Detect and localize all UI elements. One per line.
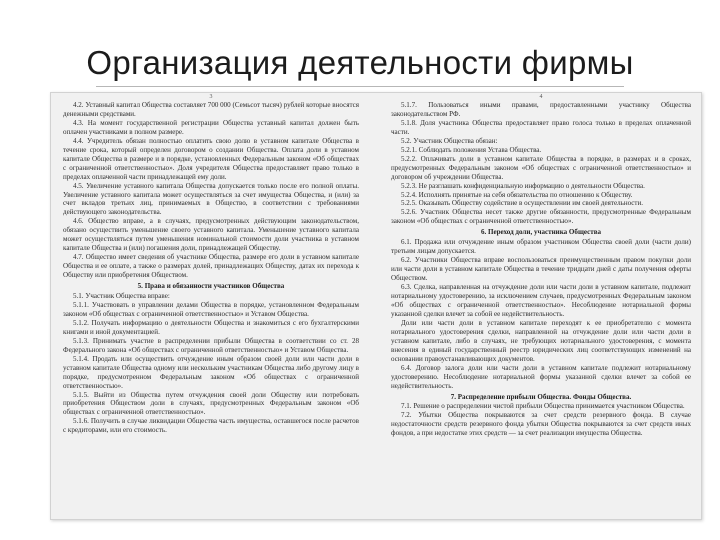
- paragraph: 5.1.8. Доля участника Общества предоставляет право голоса только в пределах оплаченной части.: [391, 118, 691, 136]
- paragraph: 5.1.6. Получить в случае ликвидации Общества часть имущества, оставшегося после расчетов с кредиторами, или его стоимость.: [63, 417, 359, 435]
- page-number: 4: [539, 94, 543, 100]
- section-heading: 7. Распределение прибыли Общества. Фонды Общества.: [450, 392, 632, 401]
- paragraph: 7.2. Убытки Общества покрываются за счет средств резервного фонда. В случае недостаточности средств резервного фонда убытки Общества покрываются за счет средств иных фондов, а при недостатке этих средств — за счет реализации имущества Общества.: [391, 411, 691, 438]
- paragraph: 5.2.4. Исполнять принятые на себя обязательства по отношению к Обществу.: [401, 190, 633, 199]
- paragraph: 5.1.3. Принимать участие в распределении прибыли Общества в соответствии со ст. 28 Федерального закона «Об обществах с ограниченной ответственностью» и Уставом Общества.: [63, 336, 359, 354]
- page-number: 3: [209, 94, 213, 100]
- paragraph: 6.4. Договор залога доли или части доли в уставном капитале подлежит нотариальному удостоверению. Несоблюдение нотариальной формы указанной сделки влечет за собой ее недействительность.: [391, 363, 691, 390]
- paragraph: 5.1.7. Пользоваться иными правами, предоставленными участнику Общества законодательством РФ.: [391, 101, 691, 118]
- paragraph: 5.2.6. Участник Общества несет также другие обязанности, предусмотренные Федеральным законом «Об обществах с ограниченной ответственностью».: [391, 208, 691, 226]
- paragraph: 4.7. Общество имеет сведения об участнике Общества, размере его доли в уставном капитале Общества и ее оплате, а также о размерах долей, принадлежащих Обществу, датах их перехода к Обществу или приобретения Обществом.: [63, 253, 359, 280]
- paragraph: 5.1.2. Получать информацию о деятельности Общества и знакомиться с его бухгалтерскими книгами и иной документацией.: [63, 318, 359, 336]
- paragraph: 7.1. Решение о распределении чистой прибыли Общества принимается участником Общества.: [401, 402, 685, 411]
- paragraph: 5.2.1. Соблюдать положения Устава Общества.: [401, 145, 542, 154]
- left-page: [63, 93, 359, 519]
- paragraph: 5.1.5. Выйти из Общества путем отчуждения своей доли Обществу или потребовать приобретения Обществом доли в случаях, предусмотренных Федеральным законом «Об обществах с ограниченной ответственностью».: [63, 390, 359, 417]
- paragraph: 5.1.4. Продать или осуществить отчуждение иным образом своей доли или части доли в уставном капитале Общества одному или нескольким участникам Общества либо другому лицу в порядке, предусмотренном Федеральным законом «Об обществах с ограниченной ответственностью».: [63, 354, 359, 390]
- title-divider: [96, 86, 624, 87]
- paragraph: 5.1. Участник Общества вправе:: [73, 292, 170, 301]
- document-scan: [50, 92, 702, 520]
- section-heading: 6. Переход доли, участника Общества: [480, 228, 602, 237]
- paragraph: 4.6. Общество вправе, а в случаях, предусмотренных действующим законодательством, обязано осуществить уменьшение своего уставного капитала. Уменьшение уставного капитала может осуществляться путем уменьшения номинальной стоимости доли участника в уставном капитале Общества и (или) погашения доли, принадлежащей Обществу.: [63, 217, 359, 253]
- paragraph: 4.2. Уставный капитал Общества составляет 700 000 (Семьсот тысяч) рублей которые вносятся денежными средствами.: [63, 101, 359, 118]
- right-page: [391, 93, 691, 519]
- paragraph: 5.2. Участник Общества обязан:: [401, 136, 498, 145]
- paragraph: 5.2.5. Оказывать Обществу содействие в осуществлении им своей деятельности.: [401, 199, 644, 208]
- paragraph: 5.1.1. Участвовать в управлении делами Общества в порядке, установленном Федеральным законом «Об обществах с ограниченной ответственностью» и Уставом Общества.: [63, 300, 359, 318]
- paragraph: 6.2. Участники Общества вправе воспользоваться преимущественным правом покупки доли или части доли в уставном капитале Общества в течение тридцати дней с даты получения оферты Обществом.: [391, 256, 691, 283]
- slide-title: Организация деятельности фирмы: [86, 44, 634, 81]
- paragraph: 4.4. Учредитель обязан полностью оплатить свою долю в уставном капитале Общества в течение срока, который определен договором о создании Общества. Оплата доли в уставном капитале Общества в размере и в порядке, установленных Федеральным законом «Об обществах с ограниченной ответственностью». Доля учредителя Общества предоставляет право только в пределах оплаченной части принадлежащей ему доли.: [63, 136, 359, 181]
- paragraph: Доли или части доли в уставном капитале переходят к ее приобретателю с момента нотариального удостоверения сделки, направленной на отчуждение доли или части доли в уставном капитале, либо в случаях, не требующих нотариального удостоверения, с момента внесения в единый государственный реестр юридических лиц соответствующих изменений на основании правоустанавливающих документов.: [391, 318, 691, 363]
- paragraph: 6.1. Продажа или отчуждение иным образом участником Общества своей доли (части доли) третьим лицам допускается.: [391, 238, 691, 256]
- left-page-text: [63, 101, 359, 435]
- section-heading: 5. Права и обязанности участников Общества: [137, 282, 285, 291]
- paragraph: 6.3. Сделка, направленная на отчуждение доли или части доли в уставном капитале, подлежит нотариальному удостоверению, за исключением случаев, предусмотренных Федеральным законом «Об обществах с ограниченной ответственностью». Несоблюдение нотариальной формы указанной сделки влечет за собой ее недействительность.: [391, 283, 691, 318]
- paragraph: 4.3. На момент государственной регистрации Общества уставный капитал должен быть оплачен участниками в полном размере.: [63, 118, 359, 136]
- right-page-text: [391, 101, 691, 438]
- paragraph: 5.2.3. Не разглашать конфиденциальную информацию о деятельности Общества.: [401, 181, 645, 190]
- paragraph: 4.5. Увеличение уставного капитала Общества допускается только после его полной оплаты. Увеличение уставного капитала может осуществляться за счет имущества Общества, и (или) за счет вкладов третьих лиц, принимаемых в Общество, в соответствии с требованиями действующего законодательства.: [63, 181, 359, 217]
- paragraph: 5.2.2. Оплачивать доли в уставном капитале Общества в порядке, в размерах и в сроках, предусмотренных Федеральным законом «Об обществах с ограниченной ответственностью» и договором об учреждении Общества.: [391, 154, 691, 181]
